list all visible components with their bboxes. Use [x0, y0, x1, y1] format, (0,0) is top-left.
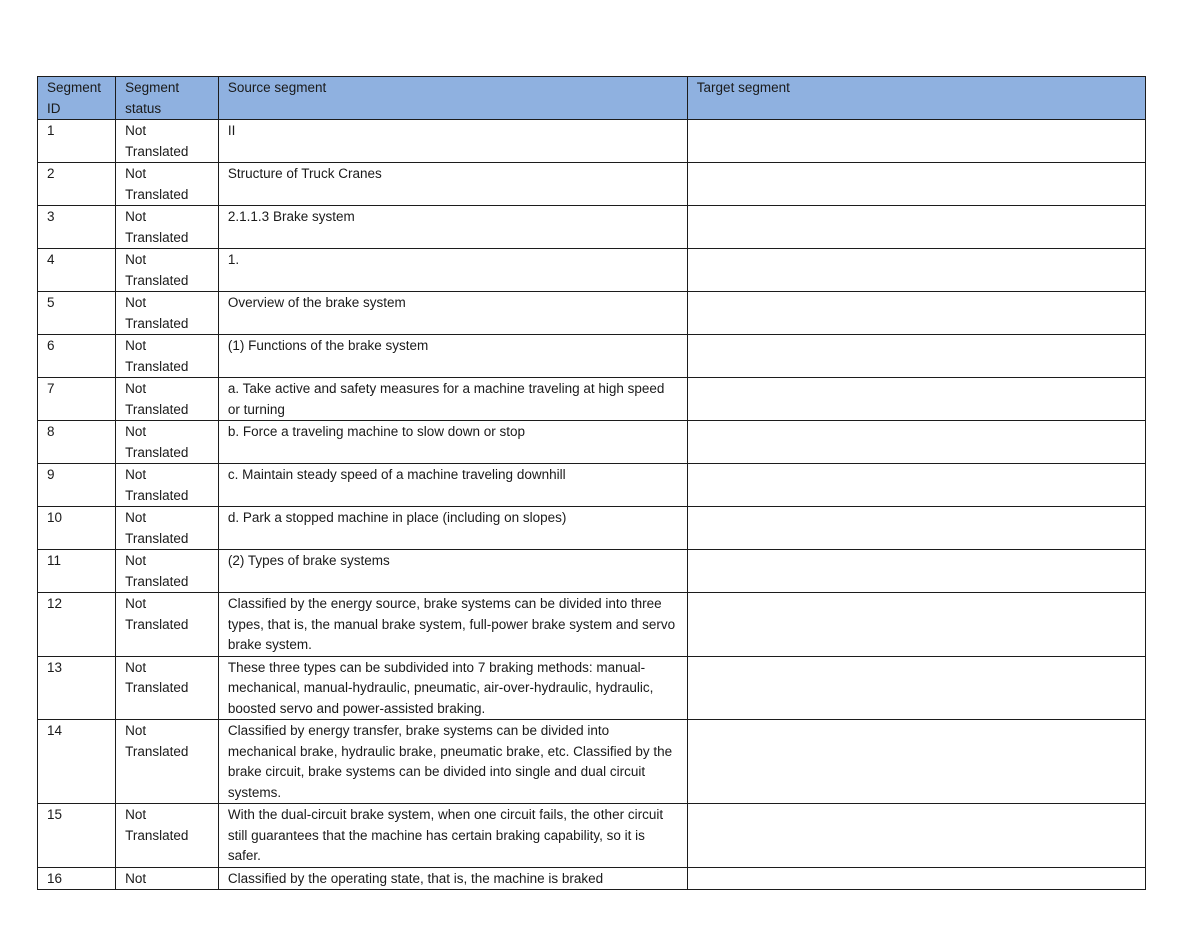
header-row	[38, 77, 1146, 120]
target-segment-cell[interactable]	[687, 593, 1145, 657]
segment-status-cell: Not Translated	[116, 421, 219, 464]
target-segment-cell[interactable]	[687, 335, 1145, 378]
source-segment-cell: d. Park a stopped machine in place (including on slopes)	[218, 507, 687, 550]
source-segment-cell: (1) Functions of the brake system	[218, 335, 687, 378]
table-row	[38, 206, 1146, 249]
table-row	[38, 464, 1146, 507]
table-row	[38, 421, 1146, 464]
segment-status-cell: Not Translated	[116, 507, 219, 550]
source-segment-cell: Classified by the energy source, brake systems can be divided into three types, that is, the manual brake system, full-power brake system and servo brake system.	[218, 593, 687, 657]
table-header	[38, 77, 1146, 120]
table-row	[38, 804, 1146, 868]
target-segment-cell[interactable]	[687, 249, 1145, 292]
target-segment-cell[interactable]	[687, 421, 1145, 464]
table-row	[38, 720, 1146, 804]
header-target-segment: Target segment	[687, 77, 1145, 120]
segment-status-cell: Not Translated	[116, 464, 219, 507]
segment-id-cell: 1	[38, 120, 116, 163]
target-segment-cell[interactable]	[687, 804, 1145, 868]
segment-status-cell: Not Translated	[116, 656, 219, 720]
table-row	[38, 335, 1146, 378]
segment-id-cell: 13	[38, 656, 116, 720]
table-row	[38, 507, 1146, 550]
table-row	[38, 120, 1146, 163]
table-body	[38, 120, 1146, 890]
table-row	[38, 593, 1146, 657]
segment-id-cell: 15	[38, 804, 116, 868]
source-segment-cell: Overview of the brake system	[218, 292, 687, 335]
source-segment-cell: c. Maintain steady speed of a machine traveling downhill	[218, 464, 687, 507]
source-segment-cell: 2.1.1.3 Brake system	[218, 206, 687, 249]
table-row	[38, 867, 1146, 890]
target-segment-cell[interactable]	[687, 206, 1145, 249]
segment-id-cell: 8	[38, 421, 116, 464]
segment-id-cell: 7	[38, 378, 116, 421]
segment-id-cell: 4	[38, 249, 116, 292]
segment-id-cell: 5	[38, 292, 116, 335]
segment-status-cell: Not Translated	[116, 163, 219, 206]
target-segment-cell[interactable]	[687, 120, 1145, 163]
header-segment-id: Segment ID	[38, 77, 116, 120]
target-segment-cell[interactable]	[687, 507, 1145, 550]
target-segment-cell[interactable]	[687, 292, 1145, 335]
table-row	[38, 550, 1146, 593]
segment-id-cell: 12	[38, 593, 116, 657]
segment-id-cell: 6	[38, 335, 116, 378]
segment-id-cell: 2	[38, 163, 116, 206]
segment-status-cell: Not Translated	[116, 292, 219, 335]
target-segment-cell[interactable]	[687, 378, 1145, 421]
source-segment-cell: a. Take active and safety measures for a machine traveling at high speed or turning	[218, 378, 687, 421]
segment-status-cell: Not Translated	[116, 720, 219, 804]
target-segment-cell[interactable]	[687, 163, 1145, 206]
target-segment-cell[interactable]	[687, 867, 1145, 890]
segment-id-cell: 3	[38, 206, 116, 249]
table-row	[38, 163, 1146, 206]
table-row	[38, 378, 1146, 421]
segment-id-cell: 11	[38, 550, 116, 593]
table-row	[38, 292, 1146, 335]
target-segment-cell[interactable]	[687, 464, 1145, 507]
segment-status-cell: Not Translated	[116, 378, 219, 421]
source-segment-cell: These three types can be subdivided into 7 braking methods: manual-mechanical, manual-hydraulic, pneumatic, air-over-hydraulic, hydraulic, boosted servo and power-assisted braking.	[218, 656, 687, 720]
segment-id-cell: 16	[38, 867, 116, 890]
header-source-segment: Source segment	[218, 77, 687, 120]
source-segment-cell: b. Force a traveling machine to slow down or stop	[218, 421, 687, 464]
source-segment-cell: Structure of Truck Cranes	[218, 163, 687, 206]
segment-status-cell: Not Translated	[116, 120, 219, 163]
segment-status-cell: Not Translated	[116, 804, 219, 868]
segment-status-cell: Not Translated	[116, 249, 219, 292]
table-row	[38, 249, 1146, 292]
source-segment-cell: Classified by energy transfer, brake systems can be divided into mechanical brake, hydraulic brake, pneumatic brake, etc. Classified by the brake circuit, brake systems can be divided into single and dual circuit systems.	[218, 720, 687, 804]
source-segment-cell: II	[218, 120, 687, 163]
segment-status-cell: Not Translated	[116, 593, 219, 657]
source-segment-cell: Classified by the operating state, that is, the machine is braked	[218, 867, 687, 890]
table-row	[38, 656, 1146, 720]
target-segment-cell[interactable]	[687, 550, 1145, 593]
segment-status-cell: Not Translated	[116, 206, 219, 249]
segment-status-cell: Not Translated	[116, 335, 219, 378]
segment-id-cell: 14	[38, 720, 116, 804]
header-segment-status: Segment status	[116, 77, 219, 120]
target-segment-cell[interactable]	[687, 656, 1145, 720]
segment-status-cell: Not Translated	[116, 550, 219, 593]
segment-id-cell: 9	[38, 464, 116, 507]
target-segment-cell[interactable]	[687, 720, 1145, 804]
source-segment-cell: (2) Types of brake systems	[218, 550, 687, 593]
segment-id-cell: 10	[38, 507, 116, 550]
segment-status-cell: Not	[116, 867, 219, 890]
source-segment-cell: With the dual-circuit brake system, when one circuit fails, the other circuit still guarantees that the machine has certain braking capability, so it is safer.	[218, 804, 687, 868]
segment-table	[37, 76, 1146, 890]
source-segment-cell: 1.	[218, 249, 687, 292]
